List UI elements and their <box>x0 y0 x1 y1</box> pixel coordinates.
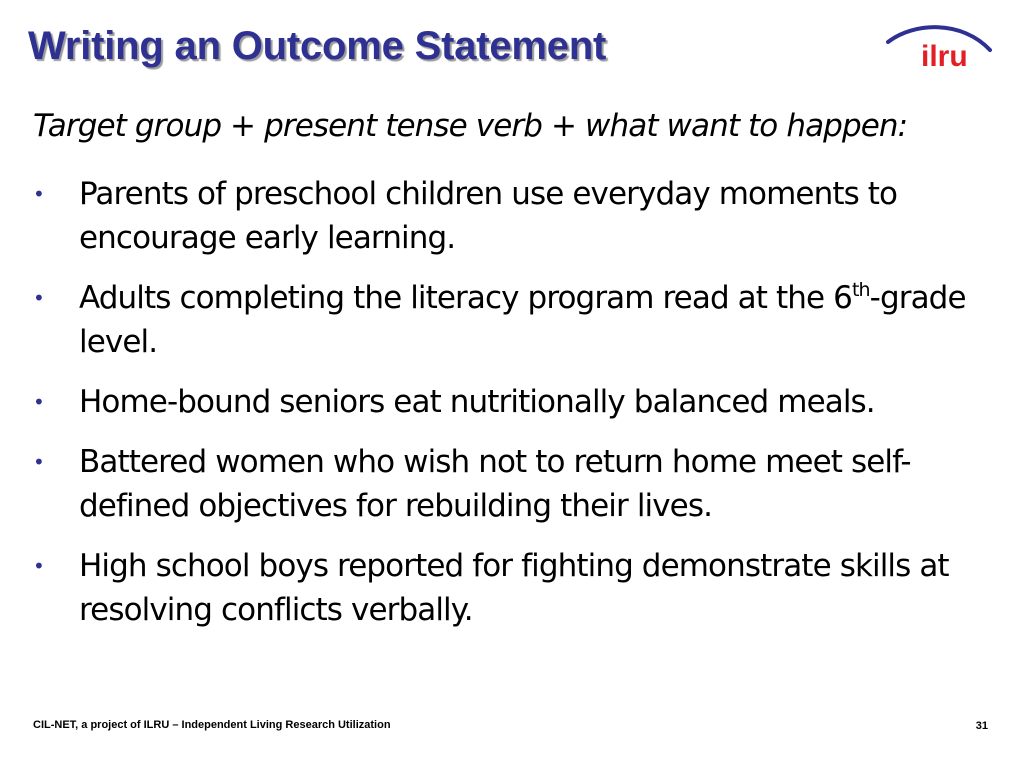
outcome-examples-list <box>33 172 1013 648</box>
list-item-text-end: -grade level. <box>79 280 966 360</box>
bullet-icon: • <box>33 554 44 578</box>
bullet-icon: • <box>33 286 44 310</box>
list-item-text-start: Adults completing the literacy program read at the 6 <box>79 280 852 316</box>
list-item-text: Home-bound seniors eat nutritionally balanced meals. <box>79 384 875 420</box>
ilru-logo <box>884 20 994 72</box>
logo-text: ilru <box>921 40 968 72</box>
list-item <box>33 276 1013 364</box>
footer-text: CIL-NET, a project of ILRU – Independent Living Research Utilization <box>33 719 391 731</box>
slide-title: Writing an Outcome Statement <box>28 24 607 68</box>
list-item <box>33 440 1013 528</box>
bullet-icon: • <box>33 182 44 206</box>
formula-text: Target group + present tense verb + what want to happen: <box>33 108 908 144</box>
list-item-text: Battered women who wish not to return home meet self-defined objectives for rebuilding their lives. <box>79 444 911 524</box>
ordinal-superscript: th <box>851 279 870 301</box>
bullet-icon: • <box>33 450 44 474</box>
list-item-text <box>79 280 966 360</box>
list-item-text: Parents of preschool children use everyday moments to encourage early learning. <box>79 176 898 256</box>
list-item-text: High school boys reported for fighting demonstrate skills at resolving conflicts verbally. <box>79 548 949 628</box>
page-number: 31 <box>975 720 988 732</box>
list-item <box>33 544 1013 632</box>
list-item <box>33 172 1013 260</box>
list-item <box>33 380 1013 424</box>
bullet-icon: • <box>33 390 44 414</box>
